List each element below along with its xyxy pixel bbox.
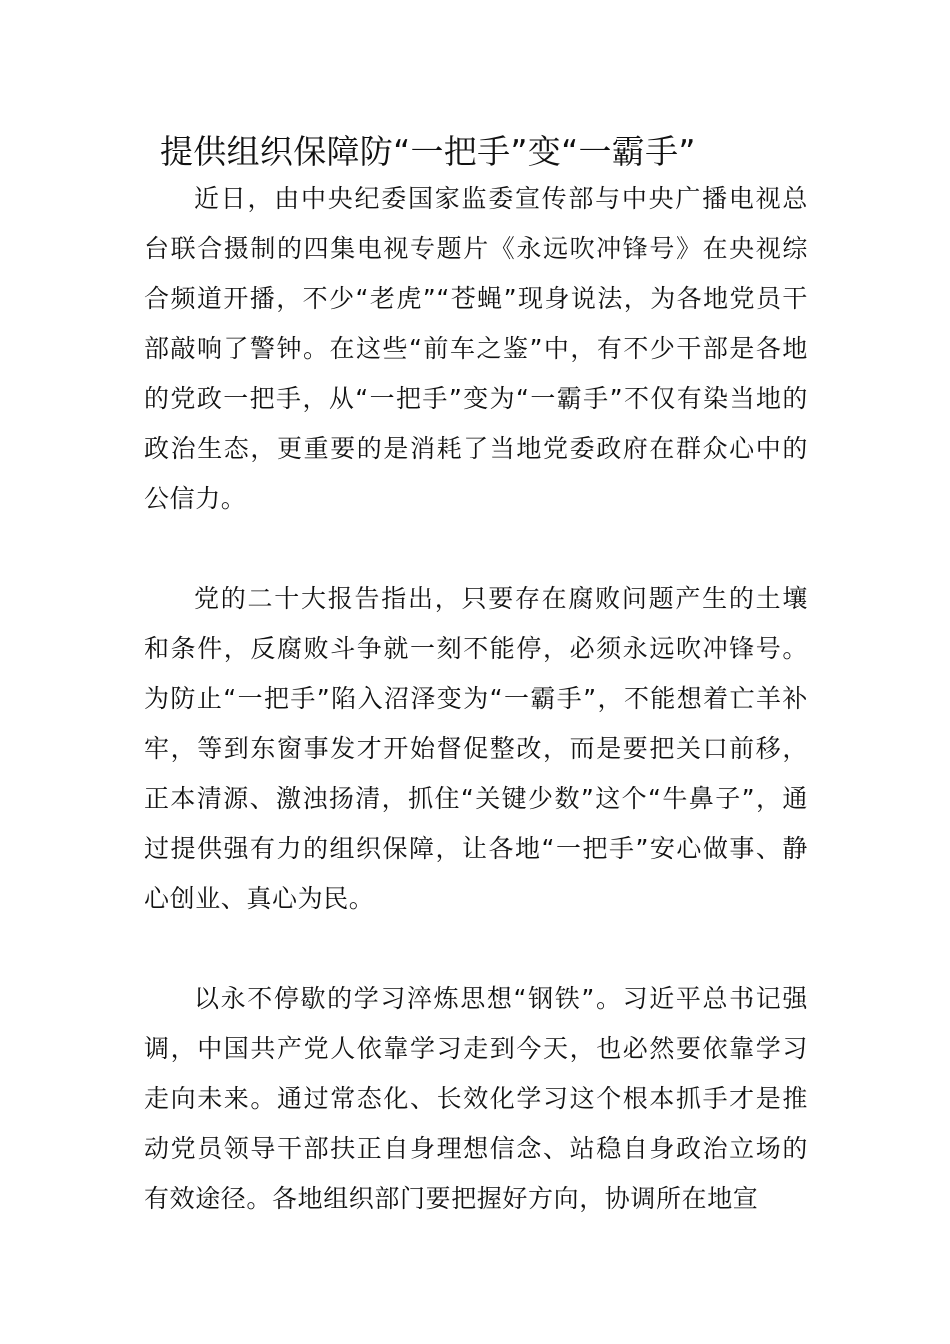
paragraph-2: 党的二十大报告指出，只要存在腐败问题产生的土壤和条件，反腐败斗争就一刻不能停，必须永远吹冲锋号。为防止“一把手”陷入沼泽变为“一霸手”，不能想着亡羊补牢，等到东窗事发才开始督促整改，而是要把关口前移，正本清源、激浊扬清，抓住“关键少数”这个“牛鼻子”，通过提供强有力的组织保障，让各地“一把手”安心做事、静心创业、真心为民。 — [144, 584, 808, 913]
paragraph-1: 近日，由中央纪委国家监委宣传部与中央广播电视总台联合摄制的四集电视专题片《永远吹冲锋号》在央视综合频道开播，不少“老虎”“苍蝇”现身说法，为各地党员干部敲响了警钟。在这些“前车之鉴”中，有不少干部是各地的党政一把手，从“一把手”变为“一霸手”不仅有染当地的政治生态，更重要的是消耗了当地党委政府在群众心中的公信力。 — [144, 184, 808, 513]
paragraph-3: 以永不停歇的学习淬炼思想“钢铁”。习近平总书记强调，中国共产党人依靠学习走到今天，也必然要依靠学习走向未来。通过常态化、长效化学习这个根本抓手才是推动党员领导干部扶正自身理想信念、站稳自身政治立场的有效途径。各地组织部门要把握好方向，协调所在地宣 — [144, 984, 808, 1213]
document-title: 提供组织保障防“一把手”变“一霸手” — [160, 132, 696, 171]
document-body — [144, 174, 808, 1274]
